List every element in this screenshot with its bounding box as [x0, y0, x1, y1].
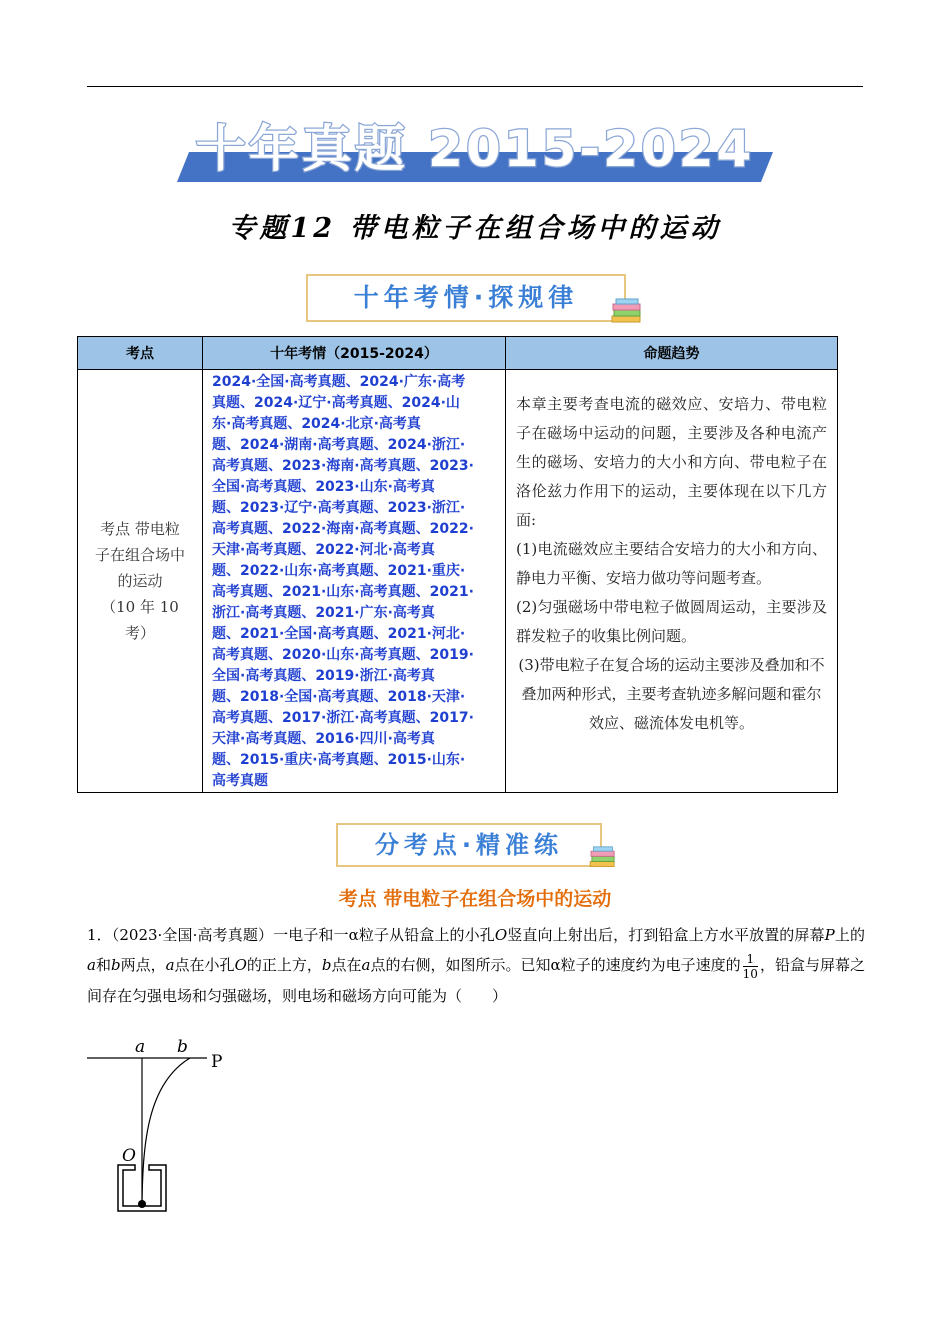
- topic-cell: 考点 带电粒 子在组合场中 的运动 （10 年 10 考）: [78, 370, 203, 793]
- label-b: b: [177, 1037, 188, 1057]
- section-label-practice: 分考点·精准练: [336, 823, 602, 867]
- page-title: 专题12 带电粒子在组合场中的运动: [228, 213, 722, 244]
- label-P: P: [211, 1052, 223, 1072]
- history-cell: 2024·全国·高考真题、2024·广东·高考 真题、2024·辽宁·高考真题、2024·山 东·高考真题、2024·北京·高考真 题、2024·湖南·高考真题、2024·浙江· 高考真题、2023·海南·高考真题、2023· 全国·高考真题、2023·山东·高考真 题、2023·辽宁·高考真题、2023·浙江· 高考真题、2022·海南·高考真题、2022· 天津·高考真题、2022·河北·高考真 题、2022·山东·高考真题、2021·重庆· 高考真题、2021·山东·高考真题、2021· 浙江·高考真题、2021·广东·高考真 题、2021·全国·高考真题、2021·河北· 高考真题、2020·山东·高考真题、2019· 全国·高考真题、2019·浙江·高考真 题、2018·全国·高考真题、2018·天津· 高考真题、2017·浙江·高考真题、2017· 天津·高考真题、2016·四川·高考真 题、2015·重庆·高考真题、2015·山东· 高考真题: [203, 370, 506, 793]
- exam-stats-table: [77, 336, 838, 793]
- books-icon: [610, 298, 644, 326]
- books-icon: [588, 846, 618, 870]
- banner-title: 十年真题 2015-2024: [195, 120, 755, 178]
- top-rule: [87, 86, 863, 87]
- kaodian-heading: 考点 带电粒子在组合场中的运动: [338, 888, 612, 910]
- fraction: $\frac{1}{10}$: [742, 951, 758, 981]
- label-O: O: [122, 1146, 136, 1166]
- label-a: a: [135, 1037, 146, 1057]
- question-1: 1．（2023·全国·高考真题）一电子和一α粒子从铅盒上的小孔O竖直向上射出后，打到铅盒上方水平放置的屏幕P上的a和b两点，a点在小孔O的正上方，b点在a点的右侧，如图所示。已知α粒子的速度约为电子速度的 $\frac{1}{10}$ ，铅盒与屏幕之间存在匀强电场和匀强磁场，则电场和磁场方向可能为（ ）: [87, 926, 865, 1005]
- header-history: 十年考情（2015-2024）: [203, 337, 506, 370]
- title-banner: [175, 114, 775, 186]
- table-header-row: [78, 337, 838, 370]
- header-trend: 命题趋势: [506, 337, 838, 370]
- lead-box-diagram: [85, 1034, 245, 1220]
- source-dot: [138, 1200, 146, 1208]
- table-row: [78, 370, 838, 793]
- trend-cell: 本章主要考查电流的磁效应、安培力、带电粒子在磁场中运动的问题，主要涉及各种电流产生的磁场、安培力的大小和方向、带电粒子在洛伦兹力作用下的运动，主要体现在以下几方面: (1)电流磁效应主要结合安培力的大小和方向、静电力平衡、安培力做功等问题考查。 (2)匀强磁场中带电粒子做圆周运动，主要涉及群发粒子的收集比例问题。 (3)带电粒子在复合场的运动主要涉及叠加和不叠加两种形式，主要考查轨迹多解问题和霍尔效应、磁流体发电机等。: [506, 370, 838, 793]
- header-topic: 考点: [78, 337, 203, 370]
- section-label-overview: 十年考情·探规律: [306, 274, 626, 322]
